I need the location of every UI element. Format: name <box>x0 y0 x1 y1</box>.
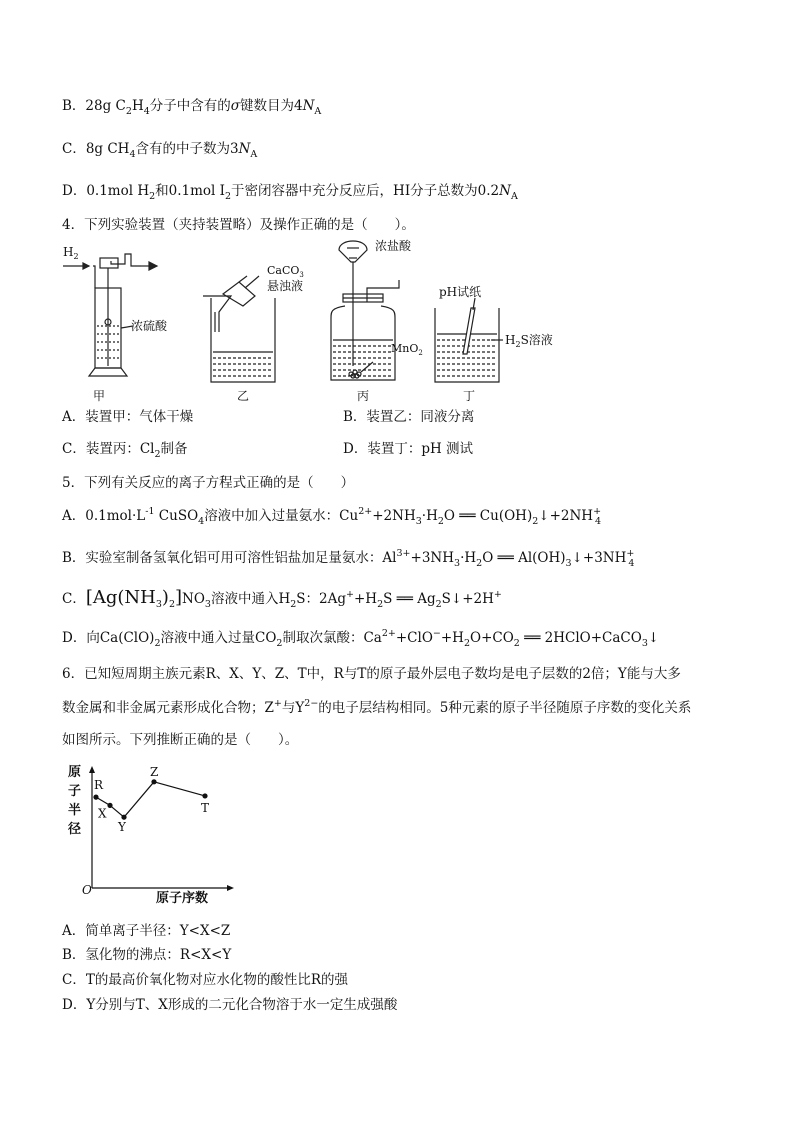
q6-option-c: C．T的最高价氧化物对应水化物的酸性比R的强 <box>62 972 348 988</box>
radius-chart <box>62 762 237 912</box>
q6-stem-line1: 6．已知短周期主族元素R、X、Y、Z、T中，R与T的原子最外层电子数均是电子层数的2倍；Y能与大多 <box>62 666 681 682</box>
origin-label: O <box>82 883 92 897</box>
q4-option-d: D．装置丁：pH 测试 <box>343 441 474 457</box>
series-segment-3 <box>124 782 154 817</box>
q3-option-c: C．8g $CH_4$含有的中子数为$3N_A$ <box>62 141 258 160</box>
q5-option-a: A．$0.1mol\cdot L^{-1}$ CuSO$_4$溶液中加入过量氨水：$Cu^{2+}+2NH_3\cdot H_2O$ ══ $Cu(OH)_2↓+2NH^+_4$ <box>62 506 602 527</box>
q5-option-b: B．实验室制备氢氧化铝可用可溶性铝盐加足量氨水：$Al^{3+}+3NH_3\cdot H_2O$ ══ $Al(OH)_3↓+3NH^+_4$ <box>62 548 635 569</box>
q5-option-c: C．$[Ag(NH_3)_2]NO_3$溶液中通入$H_2S$：$2Ag^++H_2S$ ══ $Ag_2S↓+2H^+$ <box>62 587 502 610</box>
q5-option-d: D．向$Ca(ClO)_2$溶液中通入过量$CO_2$制取次氯酸：$Ca^{2+}+ClO^-+H_2O+CO_2$ ══ 2HClO+CaCO$_3$↓ <box>62 628 660 649</box>
q4-apparatus-figure <box>55 236 595 406</box>
label-yi: 乙 <box>237 389 250 403</box>
q4-stem: 4．下列实验装置（夹持装置略）及操作正确的是（ ）。 <box>62 217 415 233</box>
point-label-T: T <box>201 800 210 815</box>
q6-option-a: A．简单离子半径：Y<X<Z <box>62 923 231 939</box>
point-label-Y: Y <box>118 820 126 835</box>
label-suspension: 悬浊液 <box>267 279 304 293</box>
q6-stem-line2: 数金属和非金属元素形成化合物；Z+与$Y^{2-}$的电子层结构相同。5种元素的原子半径随原子序数的变化关系 <box>62 698 692 716</box>
label-bing: 丙 <box>357 389 370 403</box>
q6-option-b: B．氢化物的沸点：R<X<Y <box>62 947 232 963</box>
point-label-X: X <box>98 806 107 821</box>
q4-option-c: C．装置丙：$Cl_2$制备 <box>62 441 188 460</box>
xlabel: 原子序数 <box>156 891 209 906</box>
apparatus-ding <box>435 298 503 382</box>
apparatus-jia <box>63 254 157 376</box>
ylabel-char-3: 半 <box>68 803 82 818</box>
q6-stem-line3: 如图所示。下列推断正确的是（ ）。 <box>62 732 299 748</box>
series-segment-2 <box>110 805 124 817</box>
y-axis-arrow <box>89 766 95 773</box>
label-h2s: $H_2S$溶液 <box>505 333 553 349</box>
point-R <box>93 795 98 800</box>
q3-option-d: D．0.1mol $H_2$和0.1mol $I_2$于密闭容器中充分反应后，HI分子总数为$0.2N_A$ <box>62 183 518 202</box>
q4-option-a: A．装置甲：气体干燥 <box>62 409 194 425</box>
label-conc-hcl: 浓盐酸 <box>375 239 412 253</box>
point-Z <box>151 779 156 784</box>
q6-option-d: D．Y分别与T、X形成的二元化合物溶于水一定生成强酸 <box>62 997 398 1013</box>
point-label-R: R <box>94 778 104 793</box>
x-axis-arrow <box>227 885 234 891</box>
label-ding: 丁 <box>463 389 476 403</box>
q5-stem: 5．下列有关反应的离子方程式正确的是（ ） <box>62 475 355 491</box>
ylabel-char-1: 原 <box>68 765 82 780</box>
ylabel-char-4: 径 <box>68 822 82 837</box>
label-conc-h2so4: 浓硫酸 <box>131 319 168 333</box>
q3-option-b: B．28g $C_2H_4$分子中含有的σ键数目为$4N_A$ <box>62 98 322 117</box>
series-segment-4 <box>154 782 205 796</box>
label-mno2: MnO$_2$ <box>391 342 423 357</box>
point-label-Z: Z <box>150 764 159 779</box>
q4-option-b: B．装置乙：同液分离 <box>343 409 475 425</box>
label-caco3: CaCO$_3$ <box>267 264 304 279</box>
apparatus-bing <box>331 241 399 380</box>
point-X <box>107 803 112 808</box>
ylabel-char-2: 子 <box>68 784 82 799</box>
apparatus-yi <box>203 276 275 382</box>
label-jia: 甲 <box>93 389 106 403</box>
label-ph-paper: pH试纸 <box>439 285 482 299</box>
label-h2: $H_2$ <box>63 245 79 261</box>
point-T <box>202 793 207 798</box>
point-Y <box>121 815 126 820</box>
